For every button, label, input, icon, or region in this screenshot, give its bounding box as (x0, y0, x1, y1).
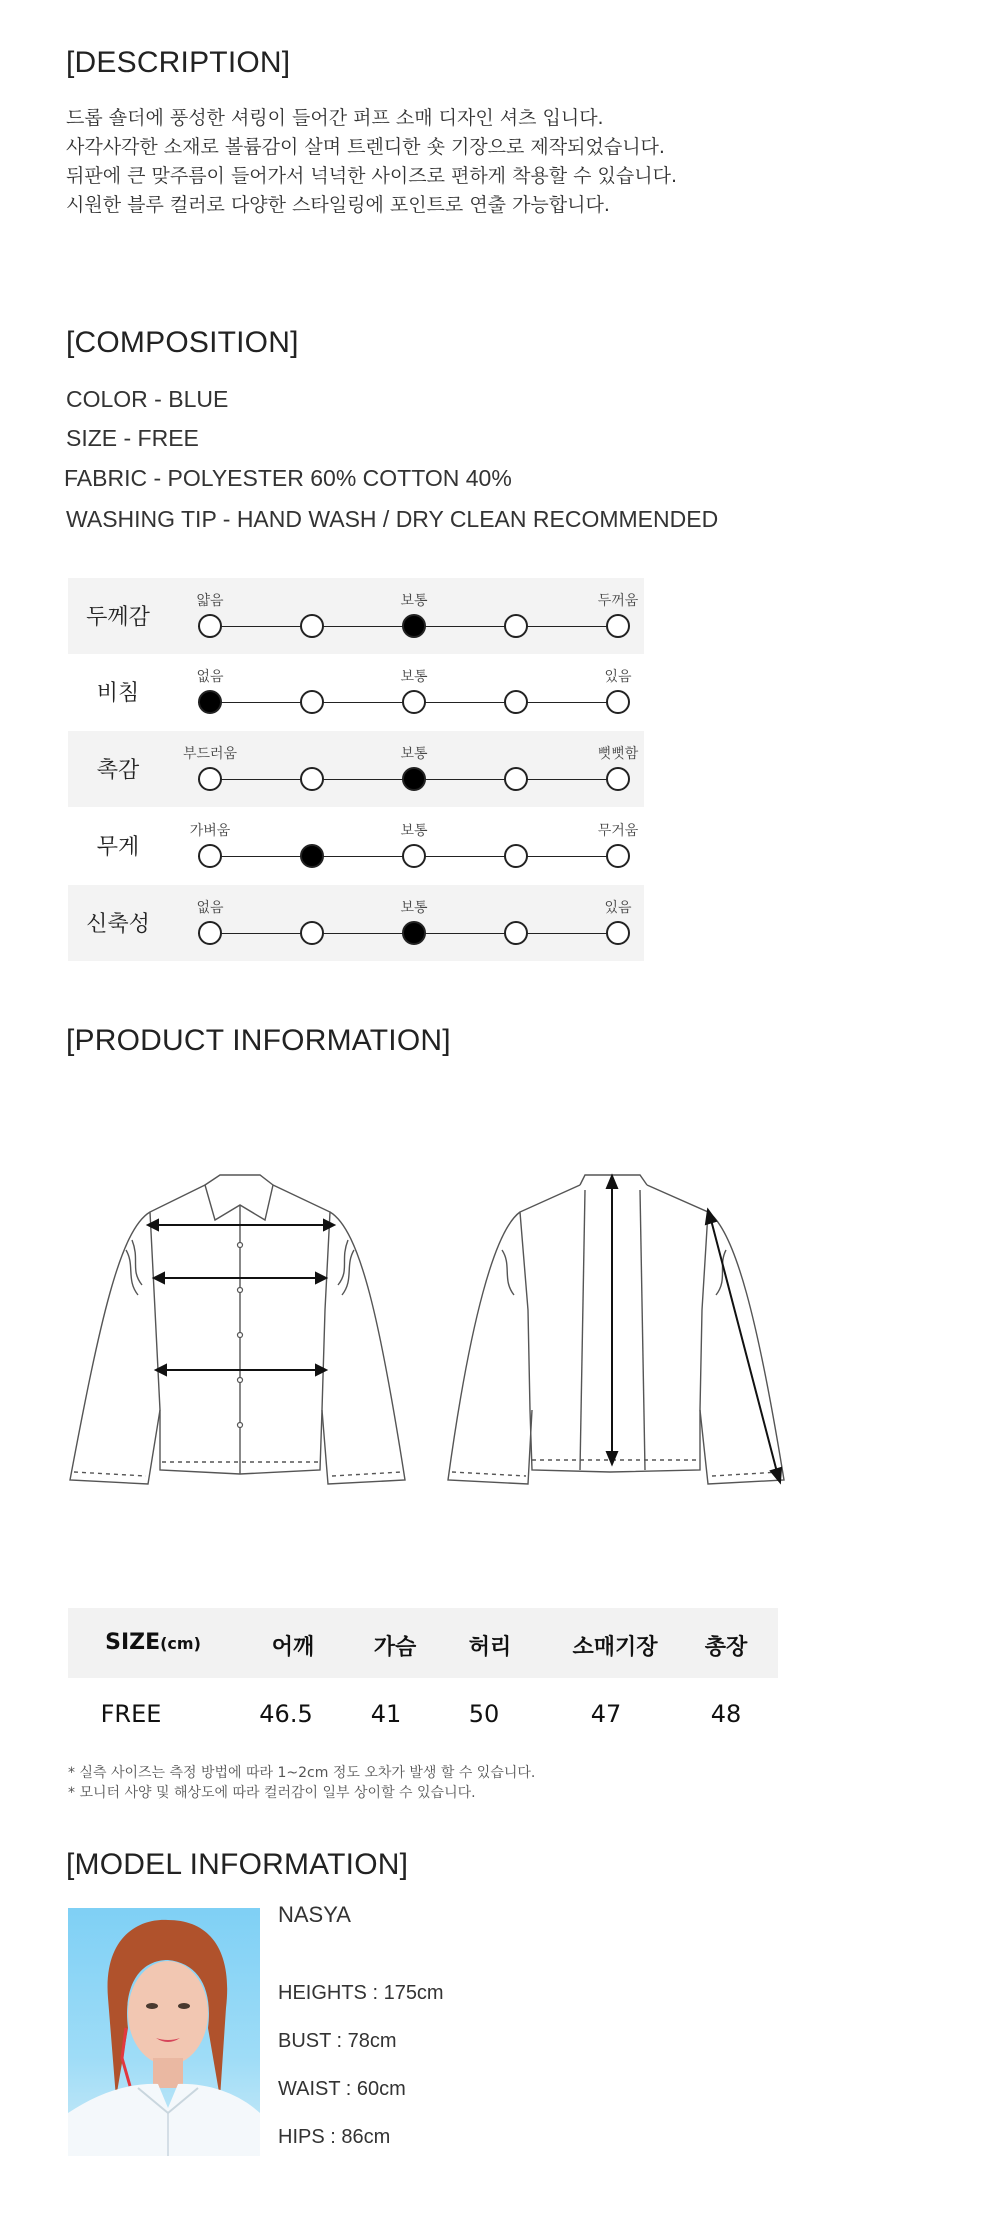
size-value-length: 48 (710, 1700, 742, 1728)
composition-size: SIZE - FREE (66, 425, 199, 451)
rating-dot (606, 921, 630, 945)
rating-dot-selected (300, 844, 324, 868)
rating-scale-mid: 보통 (400, 593, 428, 609)
rating-row (68, 808, 644, 884)
rating-dot (606, 767, 630, 791)
rating-scale-low: 없음 (196, 900, 224, 916)
rating-scale-mid: 보통 (400, 823, 428, 839)
rating-scale-mid: 보통 (400, 900, 428, 916)
rating-dot (504, 921, 528, 945)
rating-scale-high: 있음 (604, 669, 632, 685)
rating-dot (606, 690, 630, 714)
rating-dot-selected (402, 614, 426, 638)
front-left-sleeve (70, 1212, 160, 1484)
model-waist: WAIST : 60cm (278, 2078, 406, 2100)
description-text (66, 104, 677, 220)
sleeve-measure-arrow (710, 1216, 778, 1476)
rating-dot-selected (402, 921, 426, 945)
description-line: 드롭 숄더에 풍성한 셔링이 들어간 퍼프 소매 디자인 셔츠 입니다. (66, 107, 604, 129)
rating-dot (504, 614, 528, 638)
rating-dot-selected (198, 690, 222, 714)
description-line: 시원한 블루 컬러로 다양한 스타일링에 포인트로 연출 가능합니다. (66, 194, 610, 216)
rating-label: 촉감 (96, 758, 140, 783)
rating-scale-high: 무거움 (597, 823, 639, 839)
size-note: * 실측 사이즈는 측정 방법에 따라 1~2cm 정도 오차가 발생 할 수 있습니다. (68, 1765, 536, 1781)
rating-label: 무게 (96, 835, 140, 860)
composition-color: COLOR - BLUE (66, 386, 229, 412)
composition-washing: WASHING TIP - HAND WASH / DRY CLEAN RECOMMENDED (66, 506, 719, 532)
rating-dot (198, 844, 222, 868)
composition-heading: [COMPOSITION] (66, 326, 299, 359)
rating-scale-low: 없음 (196, 669, 224, 685)
model-bust: BUST : 78cm (278, 2030, 397, 2052)
rating-dot (198, 921, 222, 945)
size-value-sleeve: 47 (590, 1700, 622, 1728)
rating-dot (198, 614, 222, 638)
rating-row (68, 731, 644, 807)
product-info-heading: [PRODUCT INFORMATION] (66, 1024, 451, 1057)
rating-dot (300, 921, 324, 945)
size-column-chest: 가슴 (373, 1635, 417, 1660)
rating-scale-high: 있음 (604, 900, 632, 916)
rating-row (68, 885, 644, 961)
rating-scale-mid: 보통 (400, 669, 428, 685)
rating-scale-low: 얇음 (196, 593, 224, 609)
size-value-chest: 41 (370, 1700, 402, 1728)
back-left-sleeve (448, 1212, 532, 1484)
description-heading: [DESCRIPTION] (66, 46, 291, 79)
rating-label: 두께감 (86, 605, 150, 630)
model-info-heading: [MODEL INFORMATION] (66, 1848, 409, 1881)
front-collar (205, 1175, 273, 1220)
rating-scale-high: 뻣뻣함 (597, 746, 639, 762)
rating-scale-low: 부드러움 (182, 746, 238, 762)
color-note: * 모니터 사양 및 해상도에 따라 컬러감이 일부 상이할 수 있습니다. (68, 1785, 476, 1801)
rating-dot (504, 690, 528, 714)
rating-dot (606, 614, 630, 638)
description-line: 뒤판에 큰 맞주름이 들어가서 넉넉한 사이즈로 편하게 착용할 수 있습니다. (66, 165, 678, 187)
back-right-sleeve (700, 1212, 784, 1484)
rating-label: 신축성 (86, 912, 150, 937)
rating-dot (402, 690, 426, 714)
model-hips: HIPS : 86cm (278, 2126, 391, 2148)
rating-dot (402, 844, 426, 868)
size-column-length: 총장 (704, 1635, 748, 1660)
size-column-sleeve: 소매기장 (572, 1635, 658, 1660)
rating-dot (504, 844, 528, 868)
size-row-label: FREE (100, 1700, 162, 1728)
model-photo (68, 1908, 260, 2156)
back-body (520, 1185, 708, 1472)
size-value-waist: 50 (468, 1700, 500, 1728)
front-shirt-sketch (60, 1170, 420, 1490)
rating-dot (606, 844, 630, 868)
rating-dot (198, 767, 222, 791)
rating-label: 비침 (96, 681, 140, 706)
size-header-label: SIZE (105, 1630, 161, 1655)
model-height: HEIGHTS : 175cm (278, 1982, 444, 2004)
size-value-shoulder: 46.5 (259, 1700, 313, 1728)
rating-dot (300, 767, 324, 791)
rating-dot (300, 614, 324, 638)
front-right-sleeve (322, 1212, 405, 1484)
model-portrait-illustration (68, 1908, 260, 2156)
rating-row (68, 578, 644, 654)
description-line: 사각사각한 소재로 볼륨감이 살며 트렌디한 숏 기장으로 제작되었습니다. (66, 136, 665, 158)
rating-dot (300, 690, 324, 714)
size-column-waist: 허리 (468, 1635, 512, 1660)
back-shirt-sketch (440, 1170, 800, 1490)
size-header-unit: (cm) (160, 1634, 201, 1653)
composition-fabric: FABRIC - POLYESTER 60% COTTON 40% (64, 465, 512, 491)
rating-dot (504, 767, 528, 791)
size-table-header (68, 1608, 778, 1678)
rating-dot-selected (402, 767, 426, 791)
rating-scale-mid: 보통 (400, 746, 428, 762)
model-name: NASYA (278, 1902, 351, 1927)
rating-row (68, 654, 644, 730)
size-column-shoulder: 어깨 (271, 1635, 315, 1660)
rating-scale-high: 두꺼움 (597, 593, 639, 609)
size-header-cell (78, 1630, 228, 1655)
rating-scale-low: 가벼움 (189, 823, 231, 839)
